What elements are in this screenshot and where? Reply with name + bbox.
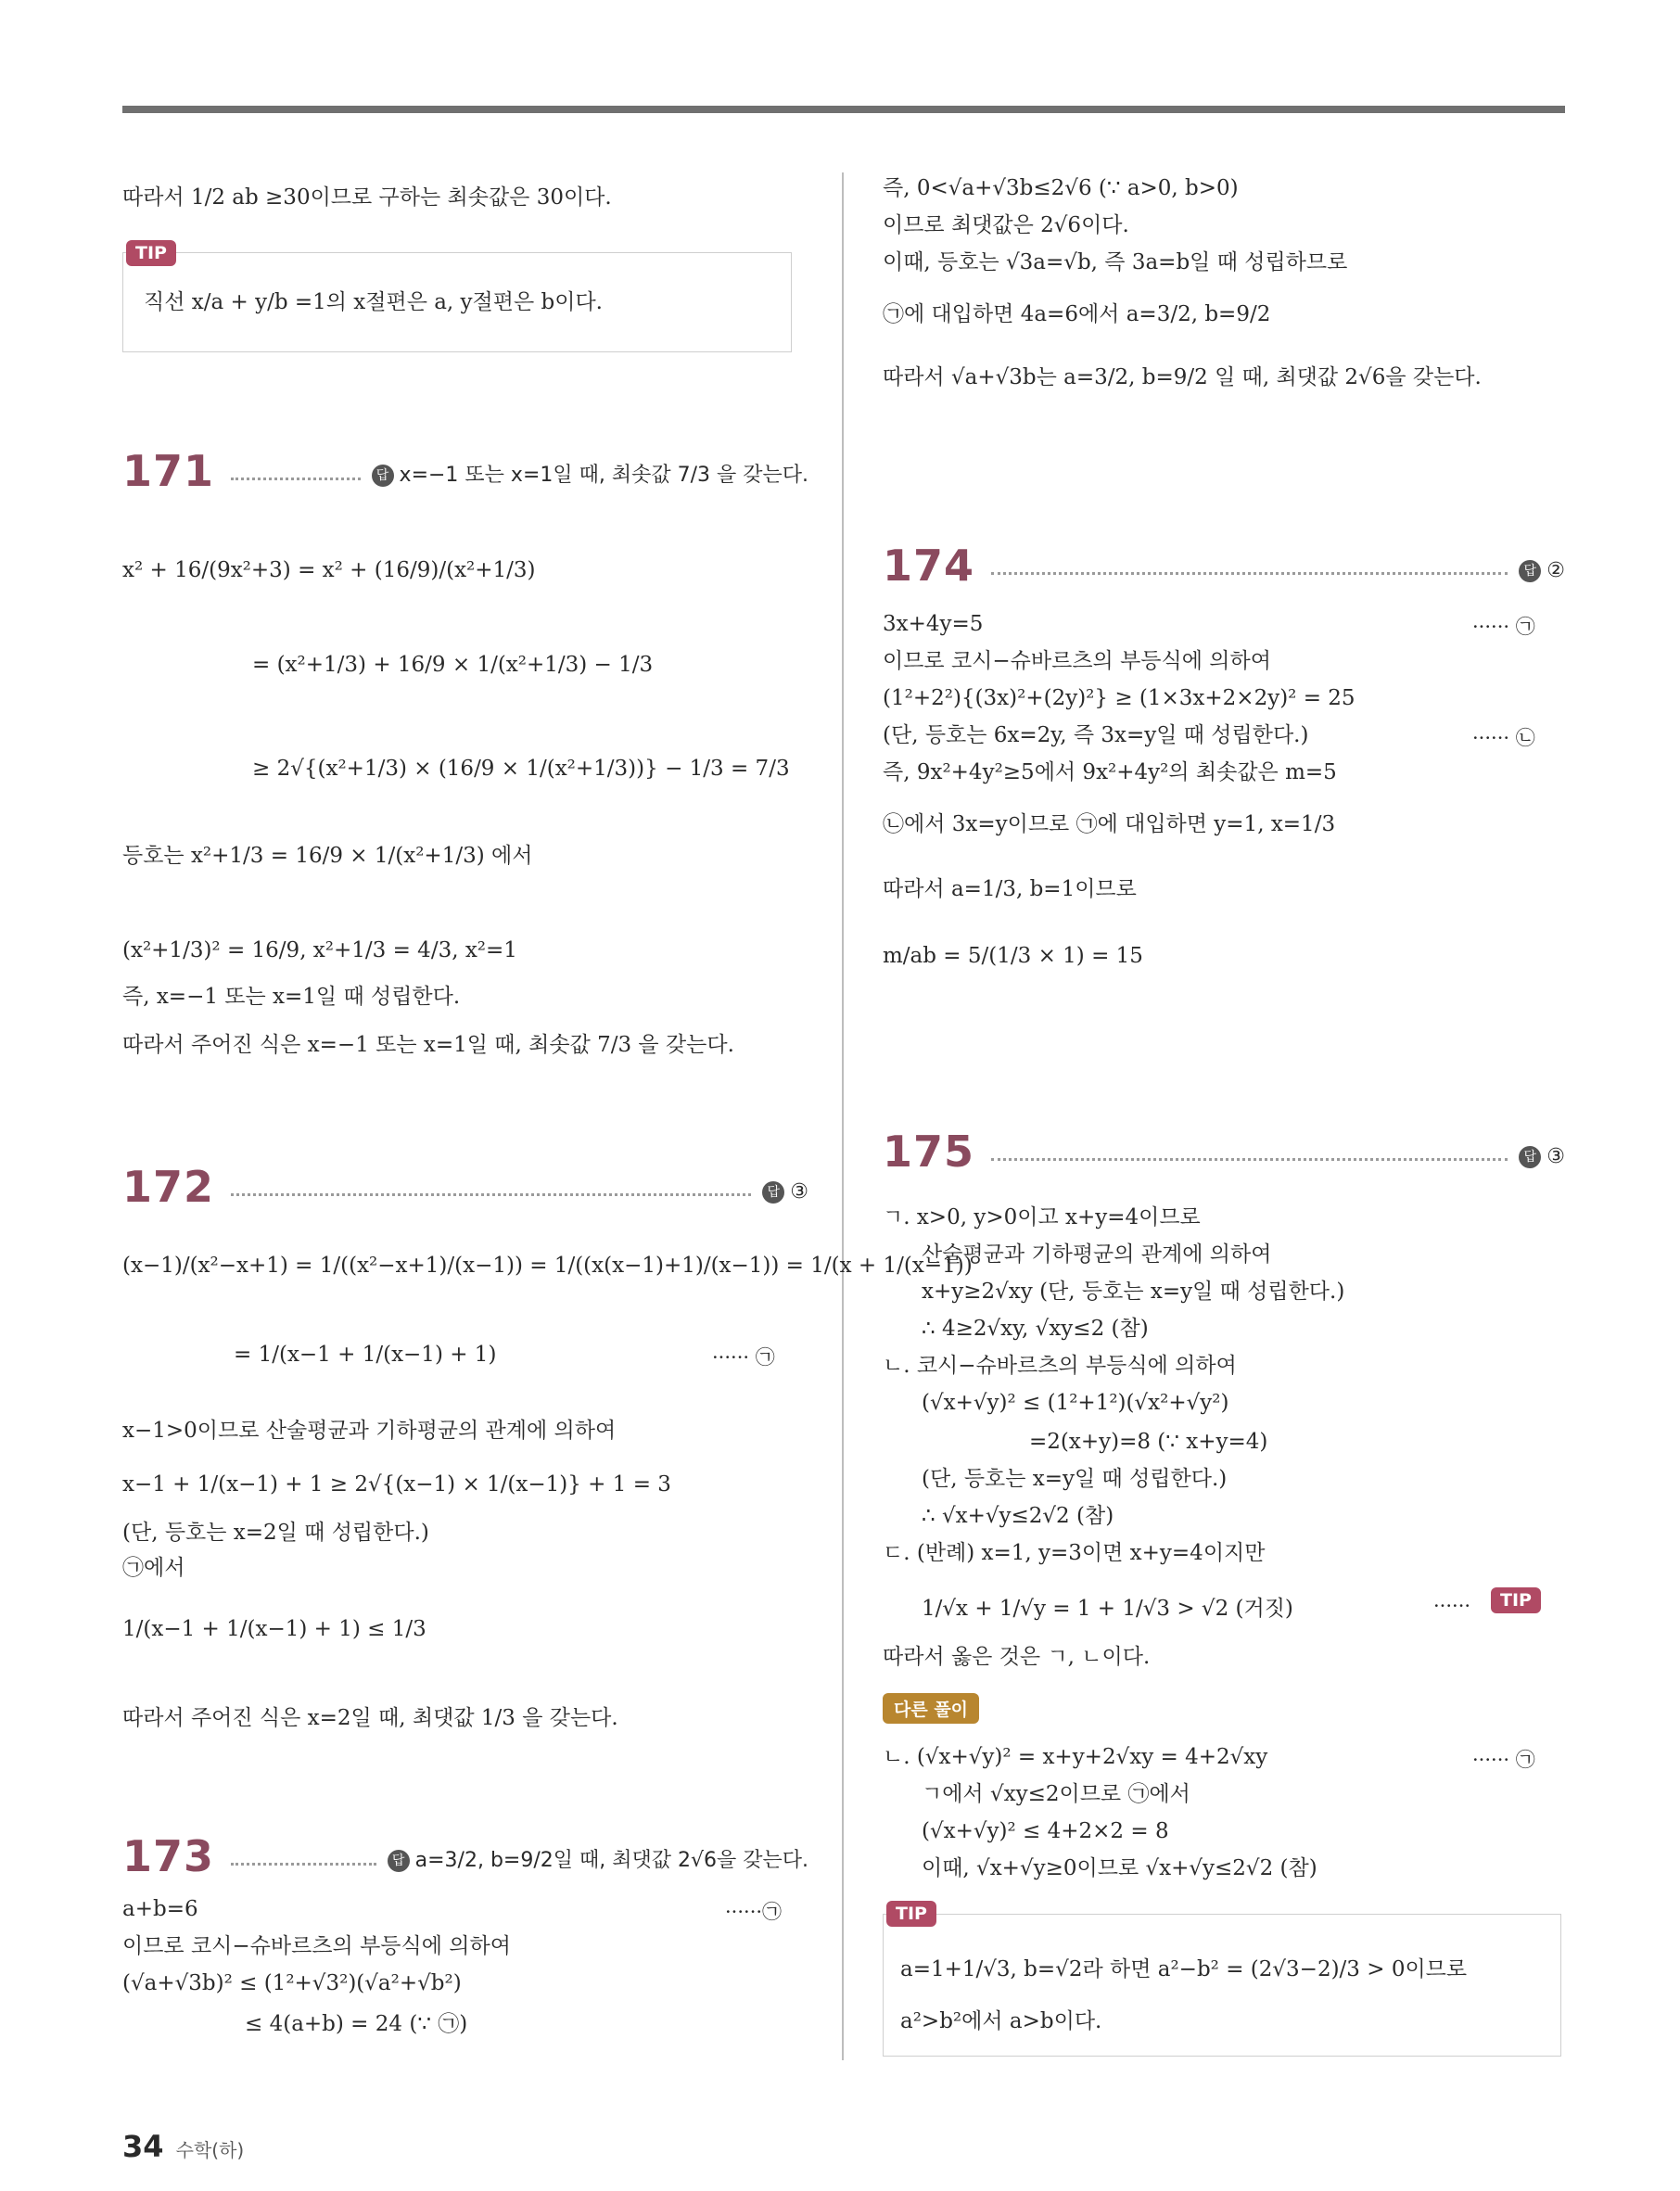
answer xyxy=(1519,559,1565,582)
tip-badge: TIP xyxy=(886,1901,936,1927)
solution-line: 이므로 최댓값은 2√6이다. xyxy=(883,213,1129,237)
tip-box xyxy=(122,252,792,352)
solution-line: 1/(x−1 + 1/(x−1) + 1) ≤ 1/3 xyxy=(122,1617,426,1641)
answer-text: a=3/2, b=9/2일 때, 최댓값 2√6을 갖는다. xyxy=(414,1849,808,1872)
solution-line: 3x+4y=5 xyxy=(883,612,984,636)
solution-line: (1²+2²){(3x)²+(2y)²} ≥ (1×3x+2×2y)² = 25 xyxy=(883,686,1355,710)
leader-dots xyxy=(991,1158,1508,1161)
tip-badge: TIP xyxy=(126,240,176,266)
problem-172-header xyxy=(122,1155,808,1211)
tip-line: a²>b²에서 a>b이다. xyxy=(900,2009,1102,2033)
solution-line: (√x+√y)² ≤ (1²+1²)(√x²+√y²) xyxy=(922,1391,1229,1415)
solution-line: a+b=6 xyxy=(122,1897,198,1921)
answer-mark-icon: 답 xyxy=(762,1181,784,1204)
leader-dots xyxy=(231,478,361,480)
problem-number: 171 xyxy=(122,446,215,496)
leader-dots xyxy=(991,572,1508,575)
solution-line: ㉠에 대입하면 4a=6에서 a=3/2, b=9/2 xyxy=(883,302,1271,326)
answer-text: ③ xyxy=(1546,1145,1565,1168)
solution-line: ㄱ에서 √xy≤2이므로 ㉠에서 xyxy=(922,1782,1190,1806)
solution-line: (단, 등호는 x=2일 때 성립한다.) xyxy=(122,1521,429,1545)
answer xyxy=(1519,1145,1565,1168)
solution-line: = 1/(x−1 + 1/(x−1) + 1) xyxy=(234,1343,497,1367)
tip-text: 직선 x/a + y/b =1의 x절편은 a, y절편은 b이다. xyxy=(144,290,603,314)
solution-line: ∴ √x+√y≤2√2 (참) xyxy=(922,1504,1114,1528)
solution-line: (단, 등호는 x=y일 때 성립한다.) xyxy=(922,1467,1228,1491)
solution-line: ㄷ. (반례) x=1, y=3이면 x+y=4이지만 xyxy=(883,1541,1266,1565)
solution-line: ∴ 4≥2√xy, √xy≤2 (참) xyxy=(922,1317,1149,1341)
problem-number: 173 xyxy=(122,1831,215,1881)
solution-line: (x²+1/3)² = 16/9, x²+1/3 = 4/3, x²=1 xyxy=(122,938,517,962)
solution-line: 이때, 등호는 √3a=√b, 즉 3a=b일 때 성립하므로 xyxy=(883,250,1348,274)
book-title: 수학(하) xyxy=(175,2139,245,2161)
equation-ref: ······ ㉠ xyxy=(1472,1749,1535,1771)
solution-line: 이므로 코시−슈바르츠의 부등식에 의하여 xyxy=(122,1934,511,1958)
problem-171-header xyxy=(122,439,808,495)
intro-line: 따라서 1/2 ab ≥30이므로 구하는 최솟값은 30이다. xyxy=(122,185,612,210)
answer xyxy=(388,1844,808,1873)
answer-mark-icon: 답 xyxy=(1519,1146,1541,1168)
solution-line: 즉, 9x²+4y²≥5에서 9x²+4y²의 최솟값은 m=5 xyxy=(883,760,1337,784)
column-divider xyxy=(842,172,844,2060)
answer xyxy=(762,1180,808,1204)
answer xyxy=(372,459,808,488)
solution-line: 따라서 옳은 것은 ㄱ, ㄴ이다. xyxy=(883,1645,1151,1669)
problem-number: 174 xyxy=(883,541,975,591)
leader-dots xyxy=(231,1863,376,1866)
solution-line: ㄴ. 코시−슈바르츠의 부등식에 의하여 xyxy=(883,1354,1237,1378)
solution-line: 1/√x + 1/√y = 1 + 1/√3 > √2 (거짓) xyxy=(922,1597,1293,1621)
answer-text: ③ xyxy=(790,1180,808,1204)
answer-text: x=−1 또는 x=1일 때, 최솟값 7/3 을 갖는다. xyxy=(399,464,808,487)
page-footer xyxy=(122,2129,244,2164)
solution-line: x−1>0이므로 산술평균과 기하평균의 관계에 의하여 xyxy=(122,1419,617,1443)
tip-badge-inline: TIP xyxy=(1491,1587,1541,1613)
answer-mark-icon: 답 xyxy=(388,1850,410,1872)
alt-solution-badge: 다른 풀이 xyxy=(883,1693,979,1724)
solution-line: 따라서 a=1/3, b=1이므로 xyxy=(883,877,1137,901)
solution-line: x+y≥2√xy (단, 등호는 x=y일 때 성립한다.) xyxy=(922,1280,1345,1304)
top-rule xyxy=(122,106,1565,113)
solution-line: 따라서 √a+√3b는 a=3/2, b=9/2 일 때, 최댓값 2√6을 갖는다. xyxy=(883,365,1482,389)
page-number: 34 xyxy=(122,2129,164,2164)
solution-line: ㄴ. (√x+√y)² = x+y+2√xy = 4+2√xy xyxy=(883,1745,1268,1769)
problem-173-header xyxy=(122,1825,808,1880)
equation-ref: ······ ㉡ xyxy=(1472,727,1535,749)
solution-line: ≤ 4(a+b) = 24 (∵ ㉠) xyxy=(245,2012,468,2036)
solution-line: 등호는 x²+1/3 = 16/9 × 1/(x²+1/3) 에서 xyxy=(122,844,533,868)
solution-line: (√x+√y)² ≤ 4+2×2 = 8 xyxy=(922,1819,1169,1843)
solution-line: ≥ 2√{(x²+1/3) × (16/9 × 1/(x²+1/3))} − 1/3 = 7/3 xyxy=(252,757,790,781)
problem-number: 172 xyxy=(122,1162,215,1212)
solution-line: 이므로 코시−슈바르츠의 부등식에 의하여 xyxy=(883,649,1271,673)
equation-ref: ······ ㉠ xyxy=(1472,616,1535,638)
solution-line: (단, 등호는 6x=2y, 즉 3x=y일 때 성립한다.) xyxy=(883,723,1309,747)
solution-line: = (x²+1/3) + 16/9 × 1/(x²+1/3) − 1/3 xyxy=(252,653,654,677)
solution-line: ㉡에서 3x=y이므로 ㉠에 대입하면 y=1, x=1/3 xyxy=(883,812,1336,836)
solution-line: 따라서 주어진 식은 x=2일 때, 최댓값 1/3 을 갖는다. xyxy=(122,1706,618,1730)
leader-dots xyxy=(231,1193,751,1196)
solution-line: x² + 16/(9x²+3) = x² + (16/9)/(x²+1/3) xyxy=(122,558,536,582)
problem-number: 175 xyxy=(883,1127,975,1177)
answer-mark-icon: 답 xyxy=(372,465,394,487)
answer-text: ② xyxy=(1546,559,1565,582)
equation-ref: ······ ㉠ xyxy=(712,1346,775,1369)
solution-line: (√a+√3b)² ≤ (1²+√3²)(√a²+√b²) xyxy=(122,1971,462,1995)
solution-line: 산술평균과 기하평균의 관계에 의하여 xyxy=(922,1242,1272,1267)
equation-ref: ······ xyxy=(1433,1595,1471,1617)
equation-ref: ······㉠ xyxy=(725,1901,783,1923)
tip-box xyxy=(883,1914,1561,2057)
tip-line: a=1+1/√3, b=√2라 하면 a²−b² = (2√3−2)/3 > 0이므로 xyxy=(900,1957,1468,1981)
solution-line: (x−1)/(x²−x+1) = 1/((x²−x+1)/(x−1)) = 1/((x(x−1)+1)/(x−1)) = 1/(x + 1/(x−1)) xyxy=(122,1254,973,1278)
solution-line: m/ab = 5/(1/3 × 1) = 15 xyxy=(883,944,1143,968)
problem-174-header xyxy=(883,534,1565,590)
solution-line: ㄱ. x>0, y>0이고 x+y=4이므로 xyxy=(883,1205,1201,1229)
solution-line: 즉, x=−1 또는 x=1일 때 성립한다. xyxy=(122,985,461,1009)
problem-175-header xyxy=(883,1120,1565,1176)
solution-line: ㉠에서 xyxy=(122,1556,185,1580)
answer-mark-icon: 답 xyxy=(1519,560,1541,582)
solution-line: x−1 + 1/(x−1) + 1 ≥ 2√{(x−1) × 1/(x−1)} + 1 = 3 xyxy=(122,1472,671,1497)
solution-line: 이때, √x+√y≥0이므로 √x+√y≤2√2 (참) xyxy=(922,1856,1317,1880)
solution-line: 따라서 주어진 식은 x=−1 또는 x=1일 때, 최솟값 7/3 을 갖는다. xyxy=(122,1033,734,1057)
solution-line: 즉, 0<√a+√3b≤2√6 (∵ a>0, b>0) xyxy=(883,176,1239,200)
solution-line: =2(x+y)=8 (∵ x+y=4) xyxy=(1029,1430,1268,1454)
